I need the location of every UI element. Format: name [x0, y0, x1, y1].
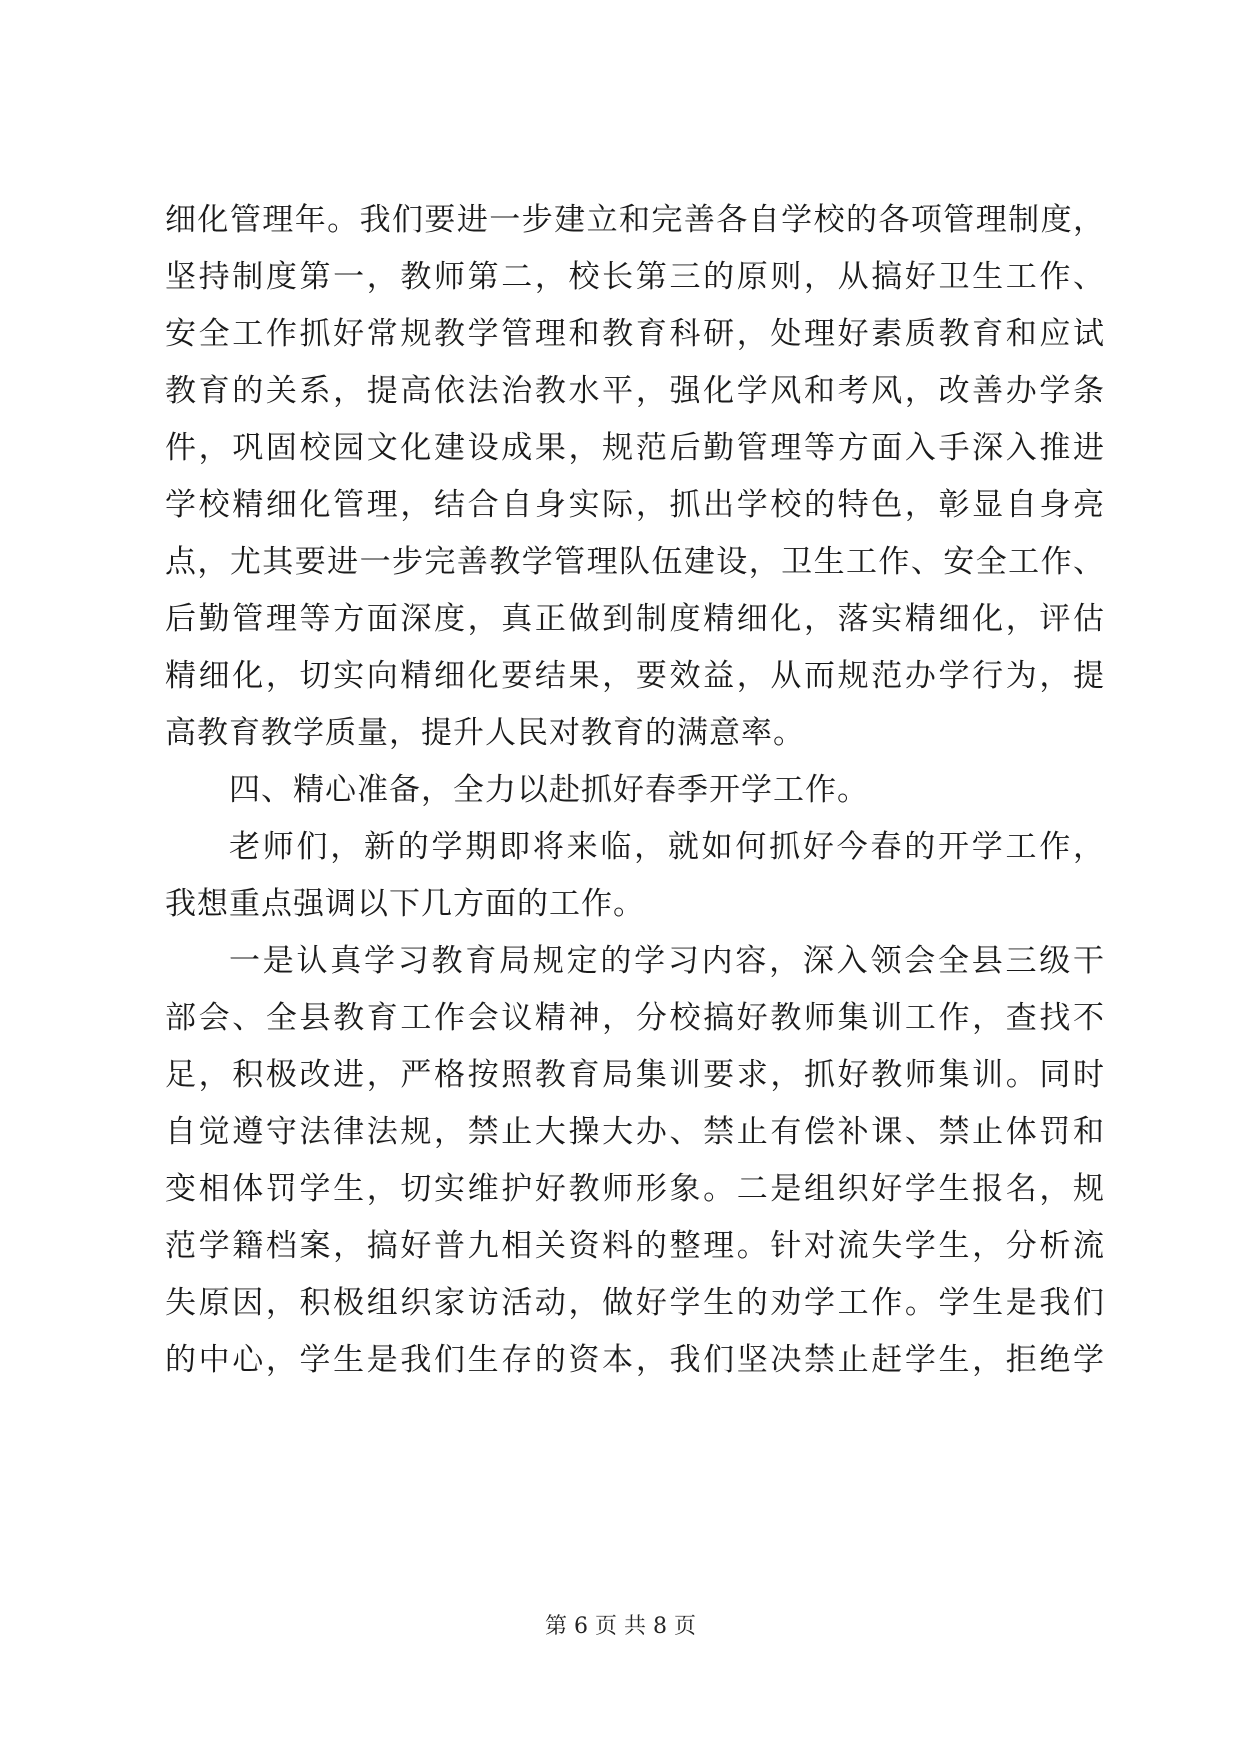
text-line: 细化管理年。我们要进一步建立和完善各自学校的各项管理制度， [165, 202, 1105, 238]
text-line: 失原因，积极组织家访活动，做好学生的劝学工作。学生是我们 [165, 1285, 1105, 1321]
text-line: 后勤管理等方面深度，真正做到制度精细化，落实精细化，评估 [165, 601, 1105, 637]
text-line: 高教育教学质量，提升人民对教育的满意率。 [165, 715, 805, 751]
text-line: 点，尤其要进一步完善教学管理队伍建设，卫生工作、安全工作、 [165, 544, 1105, 580]
page-number-footer: 第 6 页 共 8 页 [545, 1614, 696, 1639]
text-line: 老师们，新的学期即将来临，就如何抓好今春的开学工作， [229, 829, 1105, 865]
text-line: 部会、全县教育工作会议精神，分校搞好教师集训工作，查找不 [165, 1000, 1105, 1036]
text-line: 自觉遵守法律法规，禁止大操大办、禁止有偿补课、禁止体罚和 [165, 1114, 1105, 1150]
text-line: 教育的关系，提高依法治教水平，强化学风和考风，改善办学条 [165, 373, 1105, 409]
text-line: 件，巩固校园文化建设成果，规范后勤管理等方面入手深入推进 [165, 430, 1105, 466]
section-heading: 四、精心准备，全力以赴抓好春季开学工作。 [229, 772, 869, 808]
text-line: 的中心，学生是我们生存的资本，我们坚决禁止赶学生，拒绝学 [165, 1342, 1105, 1378]
text-line: 变相体罚学生，切实维护好教师形象。二是组织好学生报名，规 [165, 1171, 1105, 1207]
text-line: 学校精细化管理，结合自身实际，抓出学校的特色，彰显自身亮 [165, 487, 1105, 523]
text-line: 安全工作抓好常规教学管理和教育科研，处理好素质教育和应试 [165, 316, 1105, 352]
text-line: 一是认真学习教育局规定的学习内容，深入领会全县三级干 [229, 943, 1105, 979]
text-line: 足，积极改进，严格按照教育局集训要求，抓好教师集训。同时 [165, 1057, 1105, 1093]
text-line: 精细化，切实向精细化要结果，要效益，从而规范办学行为，提 [165, 658, 1105, 694]
text-line: 范学籍档案，搞好普九相关资料的整理。针对流失学生，分析流 [165, 1228, 1105, 1264]
text-line: 坚持制度第一，教师第二，校长第三的原则，从搞好卫生工作、 [165, 259, 1105, 295]
text-line: 我想重点强调以下几方面的工作。 [165, 886, 645, 922]
